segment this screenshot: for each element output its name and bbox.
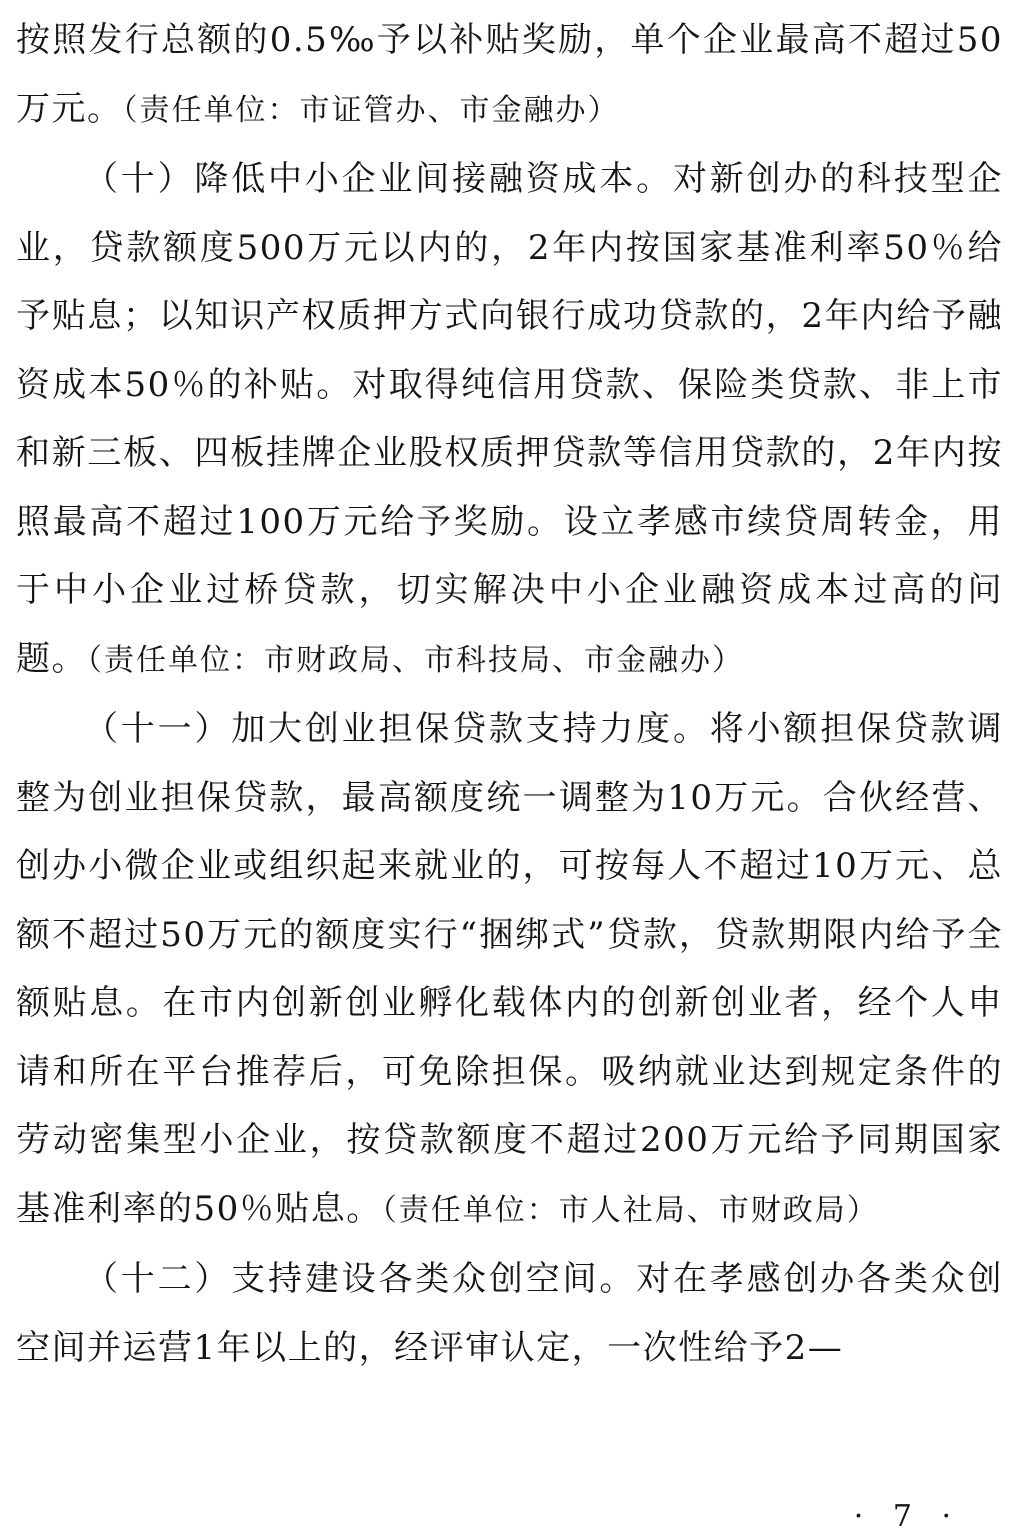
- paragraph-body: （十一）加大创业担保贷款支持力度。将小额担保贷款调整为创业担保贷款，最高额度统一调整为10万元。合伙经营、创办小微企业或组织起来就业的，可按每人不超过10万元、总额不超过50万元的额度实行“捆绑式”贷款，贷款期限内给予全额贴息。在市内创新创业孵化载体内的创新创业者，经个人申请和所在平台推荐后，可免除担保。吸纳就业达到规定条件的劳动密集型小企业，按贷款额度不超过200万元给予同期国家基准利率的50％贴息。: [16, 709, 1003, 1229]
- page-number: · 7 ·: [853, 1499, 961, 1534]
- paragraph-body: （十）降低中小企业间接融资成本。对新创办的科技型企业，贷款额度500万元以内的，2年内按国家基准利率50％给予贴息；以知识产权质押方式向银行成功贷款的，2年内给予融资成本50％的补贴。对取得纯信用贷款、保险类贷款、非上市和新三板、四板挂牌企业股权质押贷款等信用贷款的，2年内按照最高不超过100万元给予奖励。设立孝感市续贷周转金，用于中小企业过桥贷款，切实解决中小企业融资成本过高的问题。: [16, 159, 1003, 679]
- paragraph-section-10: [16, 145, 1003, 695]
- paragraph-issuance-subsidy: [16, 6, 1003, 145]
- responsibility-units: （责任单位：市财政局、市科技局、市金融办）: [87, 642, 744, 678]
- paragraph-body: 按照发行总额的0.5‰予以补贴奖励，单个企业最高不超过50万元。: [16, 20, 1003, 129]
- paragraph-body: （十二）支持建设各类众创空间。对在孝感创办各类众创空间并运营1年以上的，经评审认定，一次性给予2—: [16, 1259, 1003, 1368]
- paragraph-section-12: [16, 1245, 1003, 1384]
- responsibility-units: （责任单位：市人社局、市财政局）: [381, 1192, 879, 1228]
- responsibility-units: （责任单位：市证管办、市金融办）: [122, 92, 620, 128]
- paragraph-section-11: [16, 695, 1003, 1245]
